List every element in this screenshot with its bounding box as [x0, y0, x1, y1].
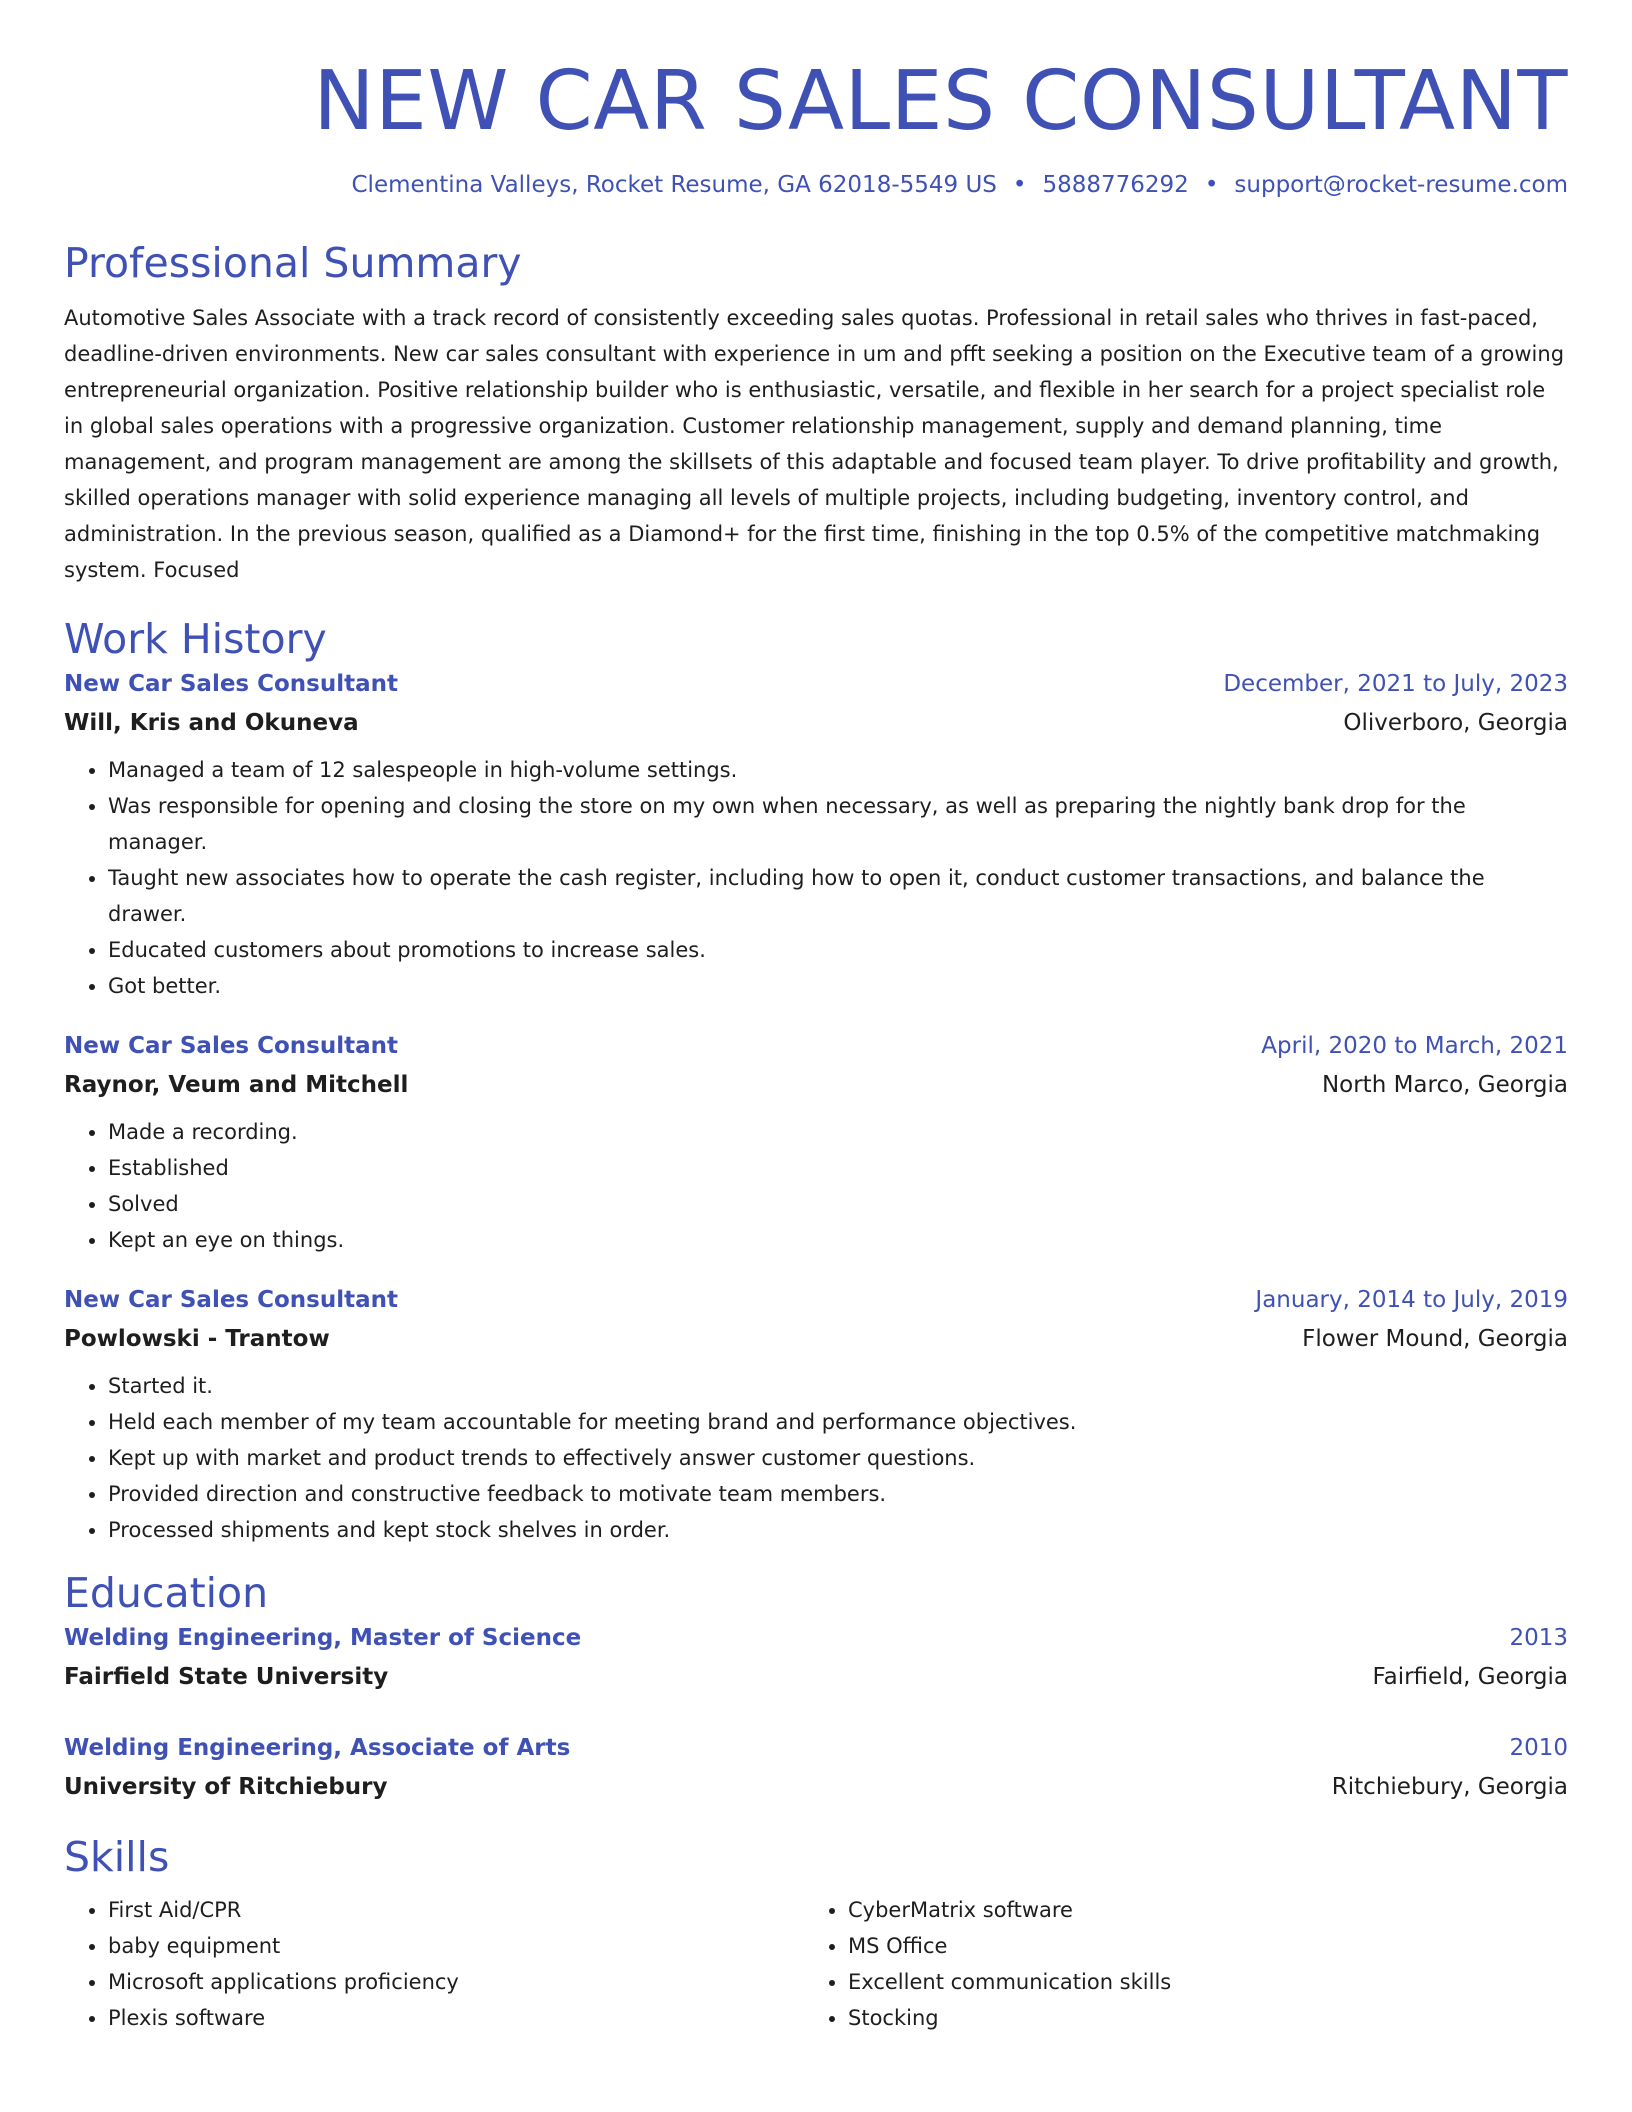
education-school: University of Ritchiebury [64, 1774, 388, 1800]
job-company: Powlowski - Trantow [64, 1326, 330, 1352]
job-subheader [64, 704, 1568, 742]
job-company: Will, Kris and Okuneva [64, 710, 359, 736]
skill-item: • baby equipment [108, 1928, 804, 1964]
job-bullets [64, 1368, 1568, 1548]
job-entry [64, 1026, 1568, 1258]
summary-text: Automotive Sales Associate with a track record of consistently exceeding sales quotas. Professional in retail sales who thrives in fast-paced, deadline-driven environments. New car sales consultant with experience in um and pfft seeking a position on the Executive team of a growing entrepreneurial organization. Positive relationship builder who is enthusiastic, versatile, and flexible in her search for a project specialist role in global sales operations with a progressive organization. Customer relationship management, supply and demand planning, time management, and program management are among the skillsets of this adaptable and focused team player. To drive profitability and growth, skilled operations manager with solid experience managing all levels of multiple projects, including budgeting, inventory control, and administration. In the previous season, qualified as a Diamond+ for the first time, finishing in the top 0.5% of the competitive matchmaking system. Focused [64, 306, 1565, 582]
education-header [64, 1728, 1568, 1768]
job-bullet: • Held each member of my team accountable for meeting brand and performance objectives. [108, 1404, 1568, 1440]
job-header [64, 1026, 1568, 1066]
work-history-heading: Work History [64, 615, 327, 663]
job-bullet: • Got better. [108, 968, 1568, 1004]
contact-separator: • [1012, 172, 1027, 198]
job-bullet: • Kept up with market and product trends to effectively answer customer questions. [108, 1440, 1568, 1476]
job-title: New Car Sales Consultant [64, 1033, 399, 1059]
job-company: Raynor, Veum and Mitchell [64, 1072, 409, 1098]
education-school: Fairfield State University [64, 1664, 389, 1690]
education-year: 2010 [1509, 1735, 1568, 1761]
job-header [64, 1280, 1568, 1320]
job-bullet: • Was responsible for opening and closing the store on my own when necessary, as well as preparing the nightly bank drop for the manager. [108, 788, 1568, 860]
job-bullets [64, 1114, 1568, 1258]
skill-item: • CyberMatrix software [848, 1892, 1544, 1928]
job-dates: April, 2020 to March, 2021 [1261, 1033, 1568, 1059]
education-header [64, 1618, 1568, 1658]
education-heading: Education [64, 1569, 269, 1617]
education-entry [64, 1618, 1568, 1696]
job-subheader [64, 1320, 1568, 1358]
education-subheader [64, 1768, 1568, 1806]
job-bullet: • Processed shipments and kept stock shelves in order. [108, 1512, 1568, 1548]
summary-heading: Professional Summary [64, 239, 522, 287]
job-dates: December, 2021 to July, 2023 [1223, 671, 1568, 697]
job-bullet: • Started it. [108, 1368, 1568, 1404]
job-title: New Car Sales Consultant [64, 671, 399, 697]
job-entry [64, 1280, 1568, 1548]
skill-item: • Microsoft applications proficiency [108, 1964, 804, 2000]
contact-line [64, 170, 1568, 200]
job-bullet: • Educated customers about promotions to increase sales. [108, 932, 1568, 968]
job-bullet: • Established [108, 1150, 1568, 1186]
skills-grid [64, 1892, 1568, 2036]
job-bullet: • Made a recording. [108, 1114, 1568, 1150]
skills-column-right [804, 1892, 1544, 2036]
skill-item: • First Aid/CPR [108, 1892, 804, 1928]
education-entry [64, 1728, 1568, 1806]
resume-page [64, 0, 1568, 2036]
job-bullet: • Provided direction and constructive feedback to motivate team members. [108, 1476, 1568, 1512]
job-bullet: • Taught new associates how to operate the cash register, including how to open it, conduct customer transactions, and balance the drawer. [108, 860, 1568, 932]
job-dates: January, 2014 to July, 2019 [1255, 1287, 1568, 1313]
job-entry [64, 664, 1568, 1004]
education-degree: Welding Engineering, Master of Science [64, 1625, 582, 1651]
job-subheader [64, 1066, 1568, 1104]
job-location: North Marco, Georgia [1321, 1072, 1568, 1098]
job-header [64, 664, 1568, 704]
job-location: Oliverboro, Georgia [1343, 710, 1568, 736]
job-bullet: • Solved [108, 1186, 1568, 1222]
resume-title: NEW CAR SALES CONSULTANT [313, 54, 1568, 149]
skills-heading: Skills [64, 1833, 170, 1881]
education-subheader [64, 1658, 1568, 1696]
skill-item: • MS Office [848, 1928, 1544, 1964]
contact-address: Clementina Valleys, Rocket Resume, GA 62018-5549 US [351, 172, 997, 198]
job-location: Flower Mound, Georgia [1302, 1326, 1568, 1352]
education-degree: Welding Engineering, Associate of Arts [64, 1735, 571, 1761]
skill-item: • Stocking [848, 2000, 1544, 2036]
job-bullet: • Managed a team of 12 salespeople in high-volume settings. [108, 752, 1568, 788]
skills-column-left [64, 1892, 804, 2036]
contact-email: support@rocket-resume.com [1234, 172, 1568, 198]
job-bullet: • Kept an eye on things. [108, 1222, 1568, 1258]
skill-item: • Excellent communication skills [848, 1964, 1544, 2000]
education-year: 2013 [1509, 1625, 1568, 1651]
job-title: New Car Sales Consultant [64, 1287, 399, 1313]
education-location: Fairfield, Georgia [1372, 1664, 1568, 1690]
contact-separator: • [1204, 172, 1219, 198]
contact-phone: 5888776292 [1042, 172, 1189, 198]
education-location: Ritchiebury, Georgia [1331, 1774, 1568, 1800]
job-bullets [64, 752, 1568, 1004]
skill-item: • Plexis software [108, 2000, 804, 2036]
